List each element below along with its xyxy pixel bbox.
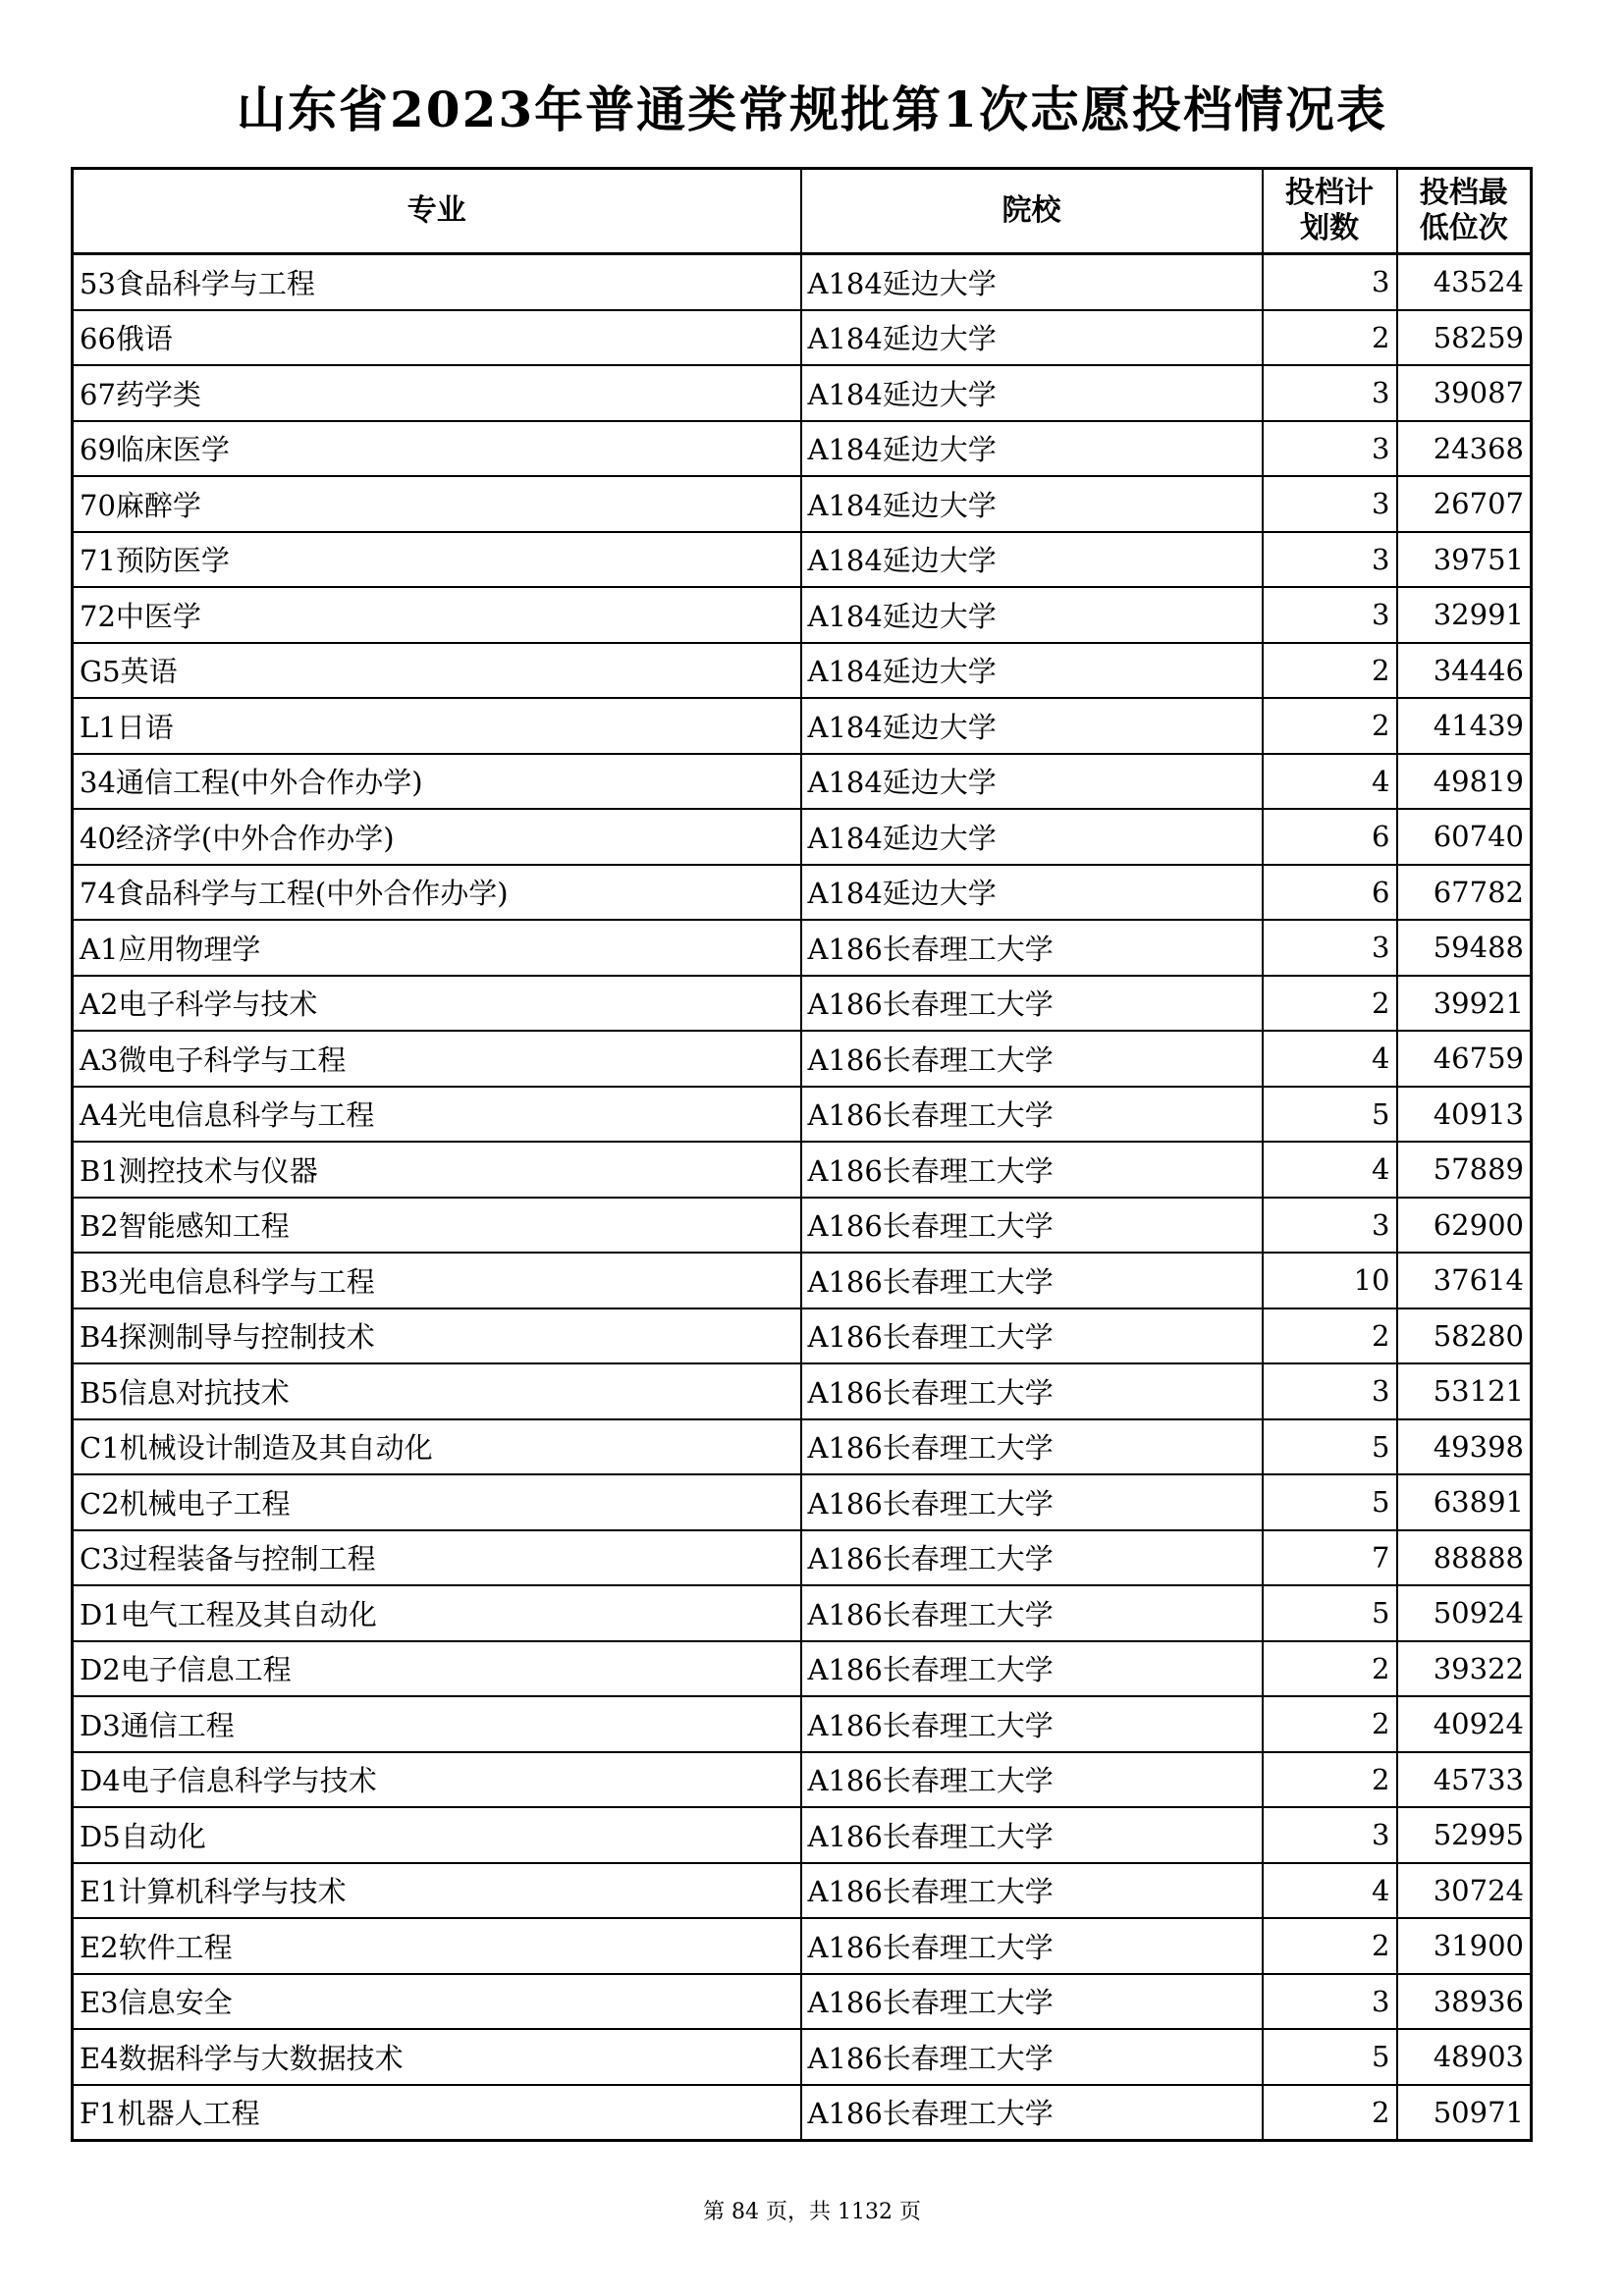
school-cell: A184延边大学: [801, 865, 1263, 921]
table-row: [73, 365, 1532, 421]
page-footer: 第 84 页，共 1132 页: [703, 2200, 921, 2224]
plan-count-cell: 5: [1263, 2029, 1397, 2085]
min-rank-cell: 37614: [1397, 1253, 1532, 1308]
min-rank-cell: 45733: [1397, 1752, 1532, 1808]
major-cell: L1日语: [73, 698, 801, 754]
min-rank-cell: 46759: [1397, 1031, 1532, 1087]
table-row: [73, 421, 1532, 477]
school-cell: A184延边大学: [801, 809, 1263, 865]
school-cell: A186长春理工大学: [801, 1031, 1263, 1087]
school-cell: A186长春理工大学: [801, 1696, 1263, 1752]
table-row: [73, 1142, 1532, 1198]
min-rank-cell: 59488: [1397, 920, 1532, 976]
school-cell: A186长春理工大学: [801, 1807, 1263, 1863]
table-header-row: [73, 169, 1532, 254]
plan-count-cell: 3: [1263, 1974, 1397, 2030]
plan-count-cell: 10: [1263, 1253, 1397, 1308]
plan-count-cell: 3: [1263, 365, 1397, 421]
school-cell: A184延边大学: [801, 587, 1263, 643]
table-row: [73, 976, 1532, 1032]
major-cell: C3过程装备与控制工程: [73, 1530, 801, 1586]
school-cell: A184延边大学: [801, 421, 1263, 477]
plan-count-cell: 6: [1263, 809, 1397, 865]
min-rank-cell: 53121: [1397, 1363, 1532, 1419]
table-row: [73, 1974, 1532, 2030]
school-cell: A186长春理工大学: [801, 920, 1263, 976]
school-cell: A184延边大学: [801, 365, 1263, 421]
school-cell: A186长春理工大学: [801, 1198, 1263, 1254]
table-row: [73, 1253, 1532, 1308]
min-rank-cell: 43524: [1397, 254, 1532, 310]
plan-count-cell: 2: [1263, 1752, 1397, 1808]
major-cell: D5自动化: [73, 1807, 801, 1863]
min-rank-cell: 40913: [1397, 1087, 1532, 1143]
plan-count-cell: 2: [1263, 1918, 1397, 1974]
school-cell: A184延边大学: [801, 532, 1263, 588]
min-rank-cell: 40924: [1397, 1696, 1532, 1752]
major-cell: 40经济学(中外合作办学): [73, 809, 801, 865]
min-rank-cell: 38936: [1397, 1974, 1532, 2030]
major-cell: E4数据科学与大数据技术: [73, 2029, 801, 2085]
major-cell: A1应用物理学: [73, 920, 801, 976]
table-row: [73, 920, 1532, 976]
major-cell: A2电子科学与技术: [73, 976, 801, 1032]
plan-count-cell: 2: [1263, 1308, 1397, 1364]
header-plan-count: 投档计 划数: [1263, 169, 1397, 254]
table-row: [73, 1863, 1532, 1919]
min-rank-cell: 60740: [1397, 809, 1532, 865]
major-cell: E2软件工程: [73, 1918, 801, 1974]
table-row: [73, 1752, 1532, 1808]
plan-count-cell: 3: [1263, 920, 1397, 976]
school-cell: A184延边大学: [801, 643, 1263, 699]
major-cell: G5英语: [73, 643, 801, 699]
min-rank-cell: 39087: [1397, 365, 1532, 421]
school-cell: A186长春理工大学: [801, 2029, 1263, 2085]
major-cell: 67药学类: [73, 365, 801, 421]
table-row: [73, 254, 1532, 310]
plan-count-cell: 5: [1263, 1474, 1397, 1530]
min-rank-cell: 49819: [1397, 754, 1532, 810]
school-cell: A186长春理工大学: [801, 1087, 1263, 1143]
major-cell: 66俄语: [73, 310, 801, 366]
major-cell: A4光电信息科学与工程: [73, 1087, 801, 1143]
table-row: [73, 1918, 1532, 1974]
major-cell: 70麻醉学: [73, 476, 801, 532]
min-rank-cell: 50971: [1397, 2085, 1532, 2141]
school-cell: A186长春理工大学: [801, 1752, 1263, 1808]
table-row: [73, 1530, 1532, 1586]
table-row: [73, 310, 1532, 366]
table-row: [73, 587, 1532, 643]
plan-count-cell: 3: [1263, 587, 1397, 643]
table-row: [73, 1696, 1532, 1752]
table-row: [73, 1641, 1532, 1697]
school-cell: A184延边大学: [801, 698, 1263, 754]
plan-count-cell: 2: [1263, 643, 1397, 699]
school-cell: A186长春理工大学: [801, 976, 1263, 1032]
plan-count-cell: 5: [1263, 1087, 1397, 1143]
min-rank-cell: 62900: [1397, 1198, 1532, 1254]
plan-count-cell: 3: [1263, 421, 1397, 477]
page-title: 山东省2023年普通类常规批第1次志愿投档情况表: [237, 80, 1387, 138]
plan-count-cell: 2: [1263, 1696, 1397, 1752]
table-row: [73, 1585, 1532, 1641]
table-row: [73, 1198, 1532, 1254]
plan-count-cell: 3: [1263, 1807, 1397, 1863]
major-cell: D1电气工程及其自动化: [73, 1585, 801, 1641]
table-row: [73, 643, 1532, 699]
header-school: 院校: [801, 169, 1263, 254]
table-row: [73, 476, 1532, 532]
min-rank-cell: 26707: [1397, 476, 1532, 532]
plan-count-cell: 2: [1263, 1641, 1397, 1697]
header-major: 专业: [73, 169, 801, 254]
major-cell: D2电子信息工程: [73, 1641, 801, 1697]
min-rank-cell: 48903: [1397, 2029, 1532, 2085]
major-cell: E3信息安全: [73, 1974, 801, 2030]
min-rank-cell: 30724: [1397, 1863, 1532, 1919]
min-rank-cell: 57889: [1397, 1142, 1532, 1198]
min-rank-cell: 39322: [1397, 1641, 1532, 1697]
table-row: [73, 1807, 1532, 1863]
plan-count-cell: 2: [1263, 976, 1397, 1032]
school-cell: A186长春理工大学: [801, 1863, 1263, 1919]
min-rank-cell: 31900: [1397, 1918, 1532, 1974]
table-row: [73, 865, 1532, 921]
table-body: [73, 254, 1532, 2141]
plan-count-cell: 5: [1263, 1585, 1397, 1641]
plan-count-cell: 2: [1263, 2085, 1397, 2141]
major-cell: 74食品科学与工程(中外合作办学): [73, 865, 801, 921]
plan-count-cell: 4: [1263, 1031, 1397, 1087]
plan-count-cell: 2: [1263, 698, 1397, 754]
table-row: [73, 1474, 1532, 1530]
min-rank-cell: 58280: [1397, 1308, 1532, 1364]
min-rank-cell: 67782: [1397, 865, 1532, 921]
table-row: [73, 698, 1532, 754]
min-rank-cell: 49398: [1397, 1419, 1532, 1475]
major-cell: E1计算机科学与技术: [73, 1863, 801, 1919]
min-rank-cell: 39921: [1397, 976, 1532, 1032]
major-cell: B4探测制导与控制技术: [73, 1308, 801, 1364]
school-cell: A186长春理工大学: [801, 1974, 1263, 2030]
school-cell: A186长春理工大学: [801, 1474, 1263, 1530]
major-cell: 71预防医学: [73, 532, 801, 588]
school-cell: A186长春理工大学: [801, 1641, 1263, 1697]
major-cell: B5信息对抗技术: [73, 1363, 801, 1419]
table-row: [73, 1087, 1532, 1143]
plan-count-cell: 4: [1263, 1863, 1397, 1919]
min-rank-cell: 52995: [1397, 1807, 1532, 1863]
major-cell: C1机械设计制造及其自动化: [73, 1419, 801, 1475]
min-rank-cell: 39751: [1397, 532, 1532, 588]
school-cell: A184延边大学: [801, 254, 1263, 310]
school-cell: A186长春理工大学: [801, 1308, 1263, 1364]
table-row: [73, 1363, 1532, 1419]
school-cell: A184延边大学: [801, 754, 1263, 810]
table-row: [73, 1308, 1532, 1364]
table-row: [73, 2085, 1532, 2141]
school-cell: A186长春理工大学: [801, 1419, 1263, 1475]
school-cell: A186长春理工大学: [801, 2085, 1263, 2141]
table-row: [73, 2029, 1532, 2085]
major-cell: C2机械电子工程: [73, 1474, 801, 1530]
plan-count-cell: 3: [1263, 532, 1397, 588]
min-rank-cell: 63891: [1397, 1474, 1532, 1530]
plan-count-cell: 3: [1263, 254, 1397, 310]
school-cell: A186长春理工大学: [801, 1918, 1263, 1974]
plan-count-cell: 4: [1263, 754, 1397, 810]
school-cell: A186长春理工大学: [801, 1363, 1263, 1419]
major-cell: 34通信工程(中外合作办学): [73, 754, 801, 810]
plan-count-cell: 7: [1263, 1530, 1397, 1586]
min-rank-cell: 34446: [1397, 643, 1532, 699]
major-cell: 72中医学: [73, 587, 801, 643]
plan-count-cell: 6: [1263, 865, 1397, 921]
major-cell: D3通信工程: [73, 1696, 801, 1752]
major-cell: B3光电信息科学与工程: [73, 1253, 801, 1308]
major-cell: D4电子信息科学与技术: [73, 1752, 801, 1808]
min-rank-cell: 58259: [1397, 310, 1532, 366]
plan-count-cell: 3: [1263, 1363, 1397, 1419]
min-rank-cell: 32991: [1397, 587, 1532, 643]
major-cell: A3微电子科学与工程: [73, 1031, 801, 1087]
admission-table: [71, 167, 1533, 2142]
table-row: [73, 532, 1532, 588]
school-cell: A186长春理工大学: [801, 1585, 1263, 1641]
table-row: [73, 1419, 1532, 1475]
major-cell: F1机器人工程: [73, 2085, 801, 2141]
plan-count-cell: 4: [1263, 1142, 1397, 1198]
min-rank-cell: 41439: [1397, 698, 1532, 754]
school-cell: A184延边大学: [801, 476, 1263, 532]
min-rank-cell: 88888: [1397, 1530, 1532, 1586]
major-cell: 53食品科学与工程: [73, 254, 801, 310]
school-cell: A184延边大学: [801, 310, 1263, 366]
table-row: [73, 809, 1532, 865]
major-cell: B2智能感知工程: [73, 1198, 801, 1254]
table-row: [73, 754, 1532, 810]
plan-count-cell: 3: [1263, 476, 1397, 532]
plan-count-cell: 2: [1263, 310, 1397, 366]
min-rank-cell: 24368: [1397, 421, 1532, 477]
table-row: [73, 1031, 1532, 1087]
plan-count-cell: 3: [1263, 1198, 1397, 1254]
major-cell: B1测控技术与仪器: [73, 1142, 801, 1198]
school-cell: A186长春理工大学: [801, 1142, 1263, 1198]
school-cell: A186长春理工大学: [801, 1530, 1263, 1586]
school-cell: A186长春理工大学: [801, 1253, 1263, 1308]
min-rank-cell: 50924: [1397, 1585, 1532, 1641]
header-min-rank: 投档最 低位次: [1397, 169, 1532, 254]
major-cell: 69临床医学: [73, 421, 801, 477]
plan-count-cell: 5: [1263, 1419, 1397, 1475]
